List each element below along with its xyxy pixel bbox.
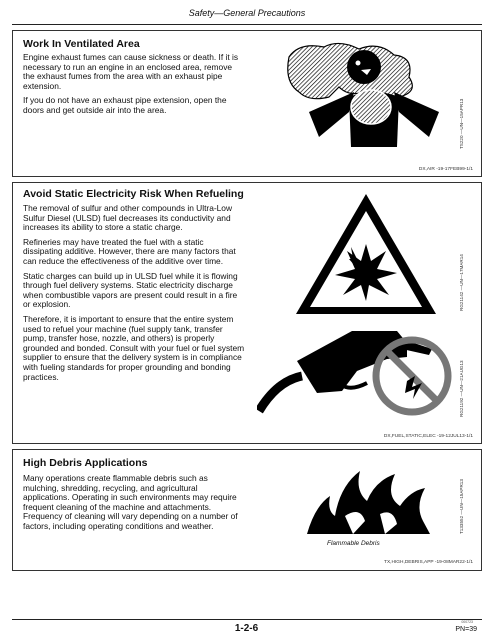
image-code: RG21142 —UN—17MAR14 bbox=[459, 254, 464, 311]
paragraph: If you do not have an exhaust pipe extension, open the doors and get outside air into the area. bbox=[23, 95, 227, 115]
paragraph: The removal of sulfur and other compounds in Ultra-Low Sulfur Diesel (ULSD) fuel decreases its conductivity and increases its ability to store a static charge. bbox=[23, 203, 233, 233]
page-header bbox=[12, 4, 482, 25]
section-footer-ref: DX,AIR -19-17FEB99-1/1 bbox=[418, 167, 473, 172]
section-body bbox=[23, 204, 245, 387]
page-number: 1-2-6 bbox=[234, 623, 259, 634]
header-title: Safety—General Precautions bbox=[188, 8, 306, 18]
section-title: Avoid Static Electricity Risk When Refueling bbox=[23, 188, 244, 200]
image-code: TS220 —UN—15APR13 bbox=[459, 98, 464, 149]
section-body bbox=[23, 474, 245, 537]
footer-small-code: 000723 bbox=[461, 620, 473, 624]
image-code: RG21192 —UN—21AUG13 bbox=[459, 360, 464, 417]
paragraph: Engine exhaust fumes can cause sickness or death. If it is necessary to run an engine in an enclosed area, remove the exhaust fumes from the area with an exhaust pipe extension. bbox=[23, 52, 239, 91]
image-code: T133552 —UN—15APR13 bbox=[459, 479, 464, 534]
section-footer-ref: DX,FUEL,STATIC,ELEC -19-12JUL13-1/1 bbox=[383, 434, 473, 439]
section-ventilated-area bbox=[12, 30, 482, 177]
paragraph: Therefore, it is important to ensure that the entire system used to refuel your machine (fuel supply tank, transfer pump, transfer hose, nozzle, and others) is properly grounded and bonded. Consult with your fuel or fuel system supplier to ensure that the delivery system is in compliance with fueling standards for proper grounding and bonding practices. bbox=[23, 313, 245, 382]
paragraph: Static charges can build up in ULSD fuel while it is flowing through fuel delivery systems. Static electricity discharge when combustible vapors are present could result in a fire or explosion. bbox=[23, 270, 238, 310]
fire-debris-icon bbox=[305, 466, 435, 536]
paragraph: Refineries may have treated the fuel with a static dissipating additive. However, there are many factors that can reduce the effectiveness of the additive over time. bbox=[23, 236, 236, 266]
footer-rule bbox=[12, 619, 482, 620]
section-title: High Debris Applications bbox=[23, 457, 148, 469]
person-smoke-icon bbox=[279, 37, 449, 147]
image-caption: Flammable Debris bbox=[327, 540, 380, 547]
section-static-electricity bbox=[12, 182, 482, 444]
section-high-debris bbox=[12, 449, 482, 571]
section-title: Work In Ventilated Area bbox=[23, 38, 140, 50]
fuel-nozzle-prohibited-icon bbox=[257, 321, 457, 421]
section-body bbox=[23, 53, 245, 121]
section-footer-ref: TX,HIGH,DEBRIS,APP -19-08MAR22-1/1 bbox=[384, 560, 473, 565]
paragraph: Many operations create flammable debris such as mulching, shredding, recycling, and agricultural applications. Operating in such environments may require frequent cleaning of the machine and attachments. Frequency of cleaning will vary depending on a number of factors, including operating conditions and weather. bbox=[23, 473, 238, 531]
static-warning-triangle-icon bbox=[291, 189, 441, 319]
pn-label: PN=39 bbox=[455, 626, 477, 633]
